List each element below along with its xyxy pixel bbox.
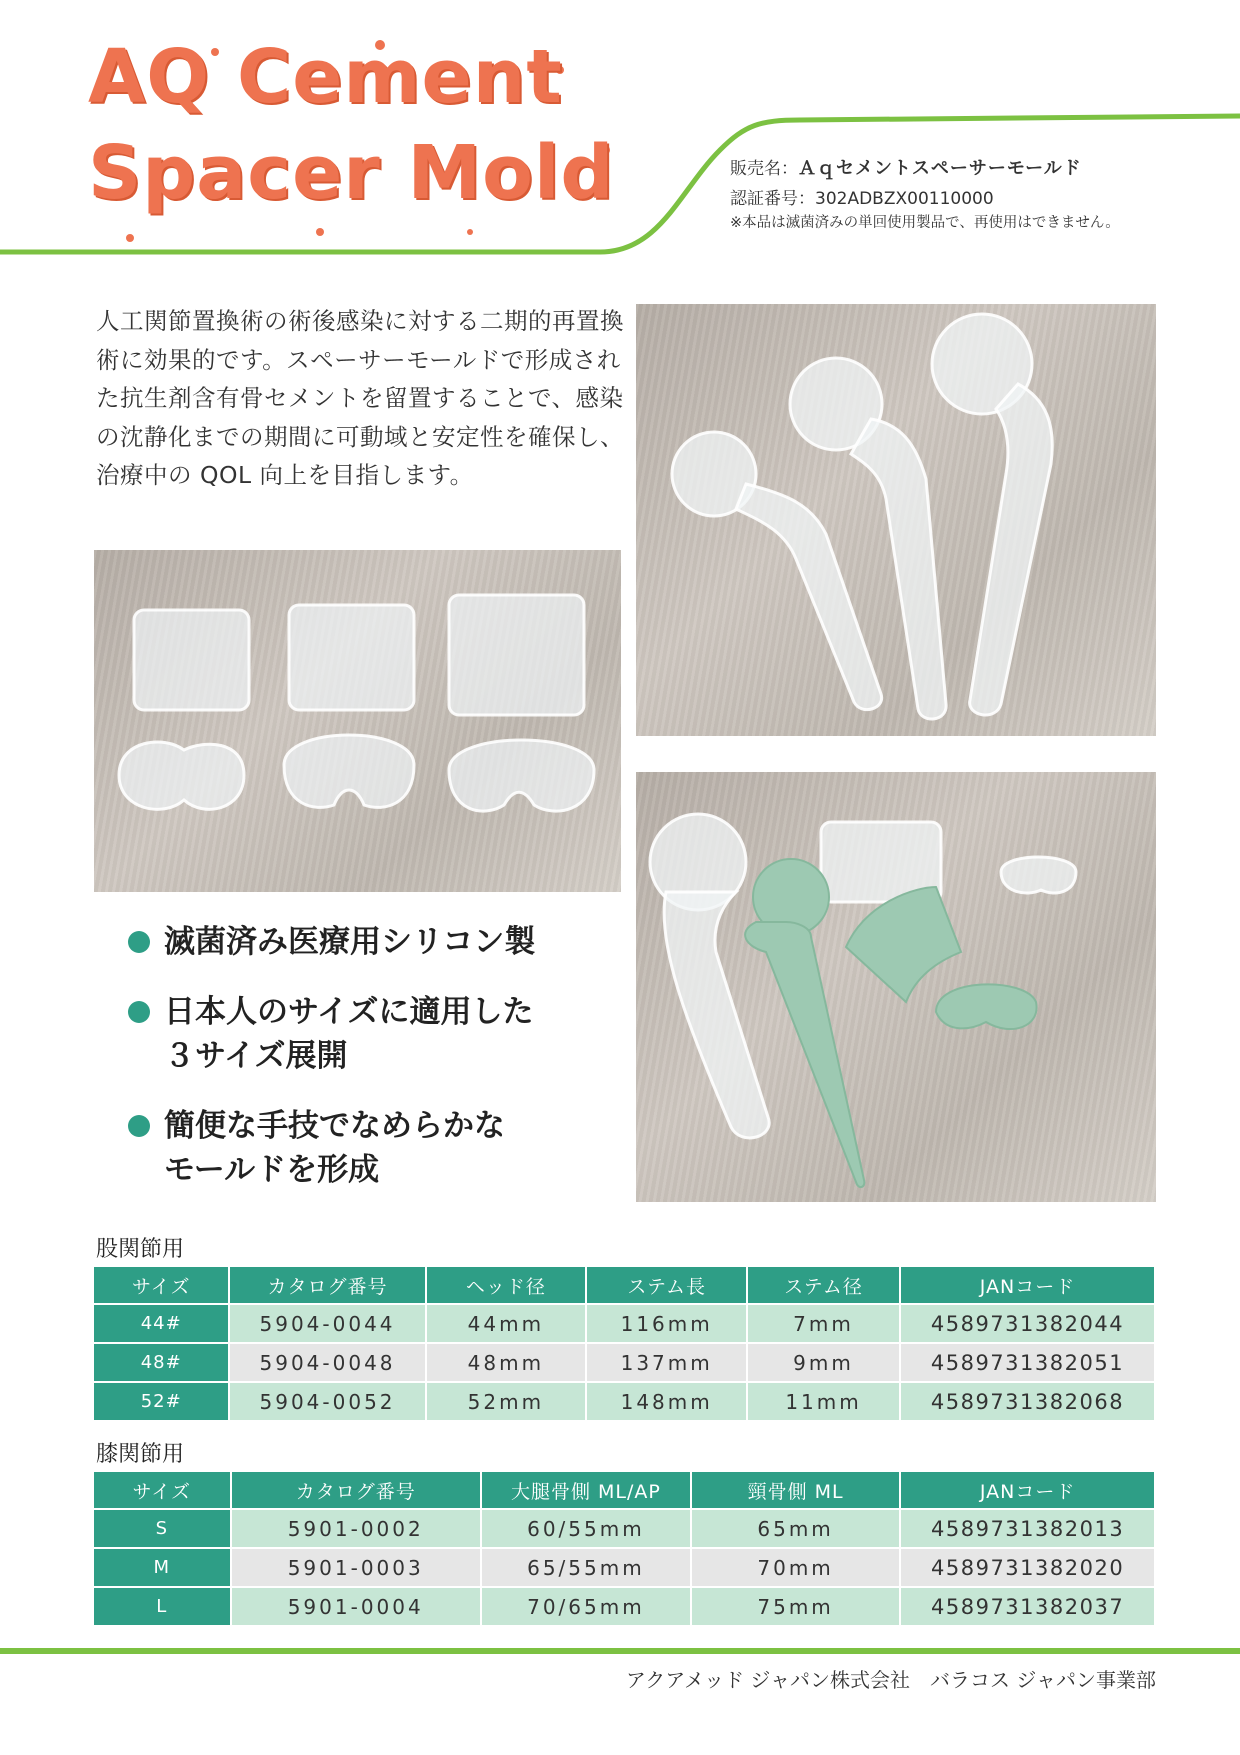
tibial-ml-cell: 70mm [692,1549,899,1586]
company-name: アクアメッド ジャパン株式会社 バラコス ジャパン事業部 [625,1668,1156,1692]
catalog-cell: 5904-0044 [230,1305,424,1342]
feature-line: ３サイズ展開 [164,1038,348,1074]
feature-item [128,990,628,1078]
femoral-ml-ap-cell: 70/65mm [482,1588,690,1625]
catalog-cell: 5904-0052 [230,1383,424,1420]
column-header: ステム径 [748,1267,899,1303]
table-row [94,1588,1154,1625]
feature-item [128,1104,628,1192]
table-row [94,1549,1154,1586]
catalog-cell: 5904-0048 [230,1344,424,1381]
column-header: 大腿骨側 ML/AP [482,1472,690,1508]
table-header-row [94,1472,1154,1508]
stem-diameter-cell: 11mm [748,1383,899,1420]
feature-line: 日本人のサイズに適用した [164,994,534,1030]
column-header: カタログ番号 [232,1472,480,1508]
column-header: JANコード [901,1267,1154,1303]
stem-diameter-cell: 9mm [748,1344,899,1381]
bullet-dot-icon [128,931,150,953]
table-row [94,1510,1154,1547]
jan-code-cell: 4589731382020 [901,1549,1154,1586]
size-cell: M [94,1549,230,1586]
bullet-dot-icon [128,1001,150,1023]
column-header: サイズ [94,1267,228,1303]
size-cell: 52# [94,1383,228,1420]
footer-divider [0,1648,1240,1654]
head-diameter-cell: 44mm [427,1305,586,1342]
femoral-ml-ap-cell: 60/55mm [482,1510,690,1547]
feature-list [128,920,628,1218]
intro-text: 人工関節置換術の術後感染に対する二期的再置換術に効果的です。スペーサーモールドで形成された抗生剤含有骨セメントを留置することで、感染の沈静化までの期間に可動域と安定性を確保し、治療中の QOL 向上を目指します。 [96,307,624,489]
cert-number-value: 302ADBZX00110000 [815,189,994,209]
head-diameter-cell: 48mm [427,1344,586,1381]
sales-name-value: Ａｑセメントスペーサーモールド [798,158,1082,179]
knee-section-label: 膝関節用 [96,1442,185,1467]
mold-and-spacer-photo [636,772,1156,1202]
hip-spec-table [92,1265,1156,1422]
size-cell: L [94,1588,230,1625]
size-cell: S [94,1510,230,1547]
hip-section-label: 股関節用 [96,1237,185,1262]
knee-mold-photo [94,550,621,892]
hip-mold-photo [636,304,1156,736]
column-header: JANコード [901,1472,1154,1508]
jan-code-cell: 4589731382037 [901,1588,1154,1625]
femoral-ml-ap-cell: 65/55mm [482,1549,690,1586]
table-row [94,1305,1154,1342]
jan-code-cell: 4589731382068 [901,1383,1154,1420]
catalog-cell: 5901-0002 [232,1510,480,1547]
stem-length-cell: 116mm [587,1305,746,1342]
cert-number-label: 認証番号： [730,189,815,209]
stem-length-cell: 148mm [587,1383,746,1420]
stem-diameter-cell: 7mm [748,1305,899,1342]
feature-line: モールドを形成 [164,1152,380,1188]
brand-title-line2: Spacer Mold [88,130,615,216]
tibial-ml-cell: 65mm [692,1510,899,1547]
tibial-ml-cell: 75mm [692,1588,899,1625]
column-header: ステム長 [587,1267,746,1303]
size-cell: 44# [94,1305,228,1342]
feature-line: 滅菌済み医療用シリコン製 [164,924,536,960]
column-header: 頸骨側 ML [692,1472,899,1508]
jan-code-cell: 4589731382051 [901,1344,1154,1381]
table-header-row [94,1267,1154,1303]
brand-title-line1: AQ Cement [88,34,563,120]
knee-spec-table [92,1470,1156,1627]
column-header: カタログ番号 [230,1267,424,1303]
table-row [94,1383,1154,1420]
cert-number-line [730,184,994,209]
feature-line: 簡便な手技でなめらかな [164,1108,505,1144]
jan-code-cell: 4589731382044 [901,1305,1154,1342]
stem-length-cell: 137mm [587,1344,746,1381]
feature-item [128,920,628,964]
jan-code-cell: 4589731382013 [901,1510,1154,1547]
catalog-cell: 5901-0004 [232,1588,480,1625]
size-cell: 48# [94,1344,228,1381]
sales-name-label: 販売名： [730,159,798,179]
single-use-note: ※本品は滅菌済みの単回使用製品で、再使用はできません。 [730,215,1120,231]
head-diameter-cell: 52mm [427,1383,586,1420]
table-row [94,1344,1154,1381]
bullet-dot-icon [128,1115,150,1137]
sales-name-line [730,154,1082,180]
catalog-cell: 5901-0003 [232,1549,480,1586]
column-header: サイズ [94,1472,230,1508]
column-header: ヘッド径 [427,1267,586,1303]
